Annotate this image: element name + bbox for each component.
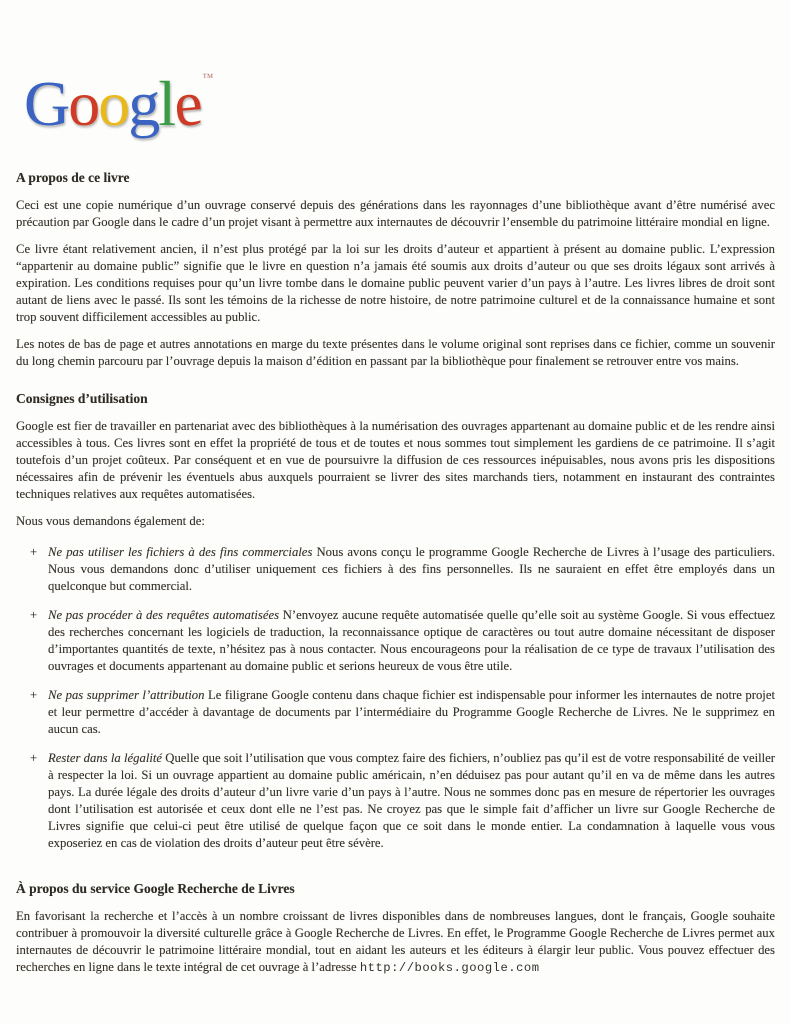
rule-text: Quelle que soit l’utilisation que vous comptez faire des fichiers, n’oubliez pas qu’il est de votre responsabilité de veiller à respecter la loi. Si un ouvrage appartient au domaine public américain, n’en déduisez pas pour autant qu’il en va de même dans les autres pays. La durée légale des droits d’auteur d’un livre varie d’un pays à l’autre. Nous ne sommes donc pas en mesure de répertorier les ouvrages dont l’utilisation est autorisée et ceux dont elle ne l’est pas. Ne croyez pas que le simple fait d’afficher un livre sur Google Recherche de Livres signifie que celui-ci peut être utilisé de quelque façon que ce soit dans le monde entier. La condamnation à laquelle vous vous exposeriez en cas de violation des droits d’auteur peut être sévère. — [48, 751, 776, 850]
rule-item-commercial-use — [30, 544, 775, 595]
logo-letter-2: o — [98, 68, 129, 139]
rule-lead: Ne pas procéder à des requêtes automatisées — [48, 608, 280, 622]
rule-lead: Ne pas supprimer l’attribution — [48, 688, 205, 702]
guidelines-heading: Consignes d’utilisation — [16, 391, 148, 406]
service-text: En favorisant la recherche et l’accès à un nombre croissant de livres disponibles dans de nombreuses langues, dont le français, Google souhaite contribuer à promouvoir la diversité culturelle grâce à Google Recherche de Livres. En effet, le Programme Google Recherche de Livres permet aux internautes de découvrir le patrimoine littéraire mondial, tout en aidant les auteurs et les éditeurs à élargir leur public. Vous pouvez effectuer des recherches en ligne dans le texte intégral de cet ouvrage à l’adresse — [16, 909, 775, 974]
plus-bullet-icon: + — [30, 751, 38, 765]
section-about — [16, 170, 775, 370]
page-content — [16, 170, 775, 977]
logo-letter-1: o — [68, 68, 99, 139]
service-paragraph — [16, 908, 775, 977]
logo-letter-4: l — [158, 68, 174, 139]
rules-list — [30, 544, 775, 852]
rule-lead: Rester dans la légalité — [48, 751, 163, 765]
about-paragraph-1: Ceci est une copie numérique d’un ouvrage conservé depuis des générations dans les rayonnages d’une bibliothèque avant d’être numérisé avec précaution par Google dans le cadre d’un projet visant à permettre aux internautes de découvrir l’ensemble du patrimoine littéraire mondial en ligne. — [16, 198, 775, 229]
service-heading: À propos du service Google Recherche de Livres — [16, 881, 295, 896]
google-logo — [24, 38, 775, 141]
trademark-symbol: ™ — [202, 72, 214, 84]
plus-bullet-icon: + — [30, 545, 38, 559]
about-paragraph-2: Ce livre étant relativement ancien, il n’est plus protégé par la loi sur les droits d’auteur et appartient à présent au domaine public. L’expression “appartenir au domaine public” signifie que le livre en question n’a jamais été soumis aux droits d’auteur ou que ses droits légaux sont arrivés à expiration. Les conditions requises pour qu’un livre tombe dans le domaine public peuvent varier d’un pays à l’autre. Les livres libres de droit sont autant de liens avec le passé. Ils sont les témoins de la richesse de notre histoire, de notre patrimoine culturel et de la connaissance humaine et sont trop souvent difficilement accessibles au public. — [16, 242, 775, 324]
logo-letter-0: G — [24, 68, 69, 139]
rule-item-automated-queries — [30, 607, 775, 675]
plus-bullet-icon: + — [30, 608, 38, 622]
logo-letter-5: e — [170, 66, 204, 141]
rule-item-legality — [30, 750, 775, 852]
rule-item-attribution — [30, 687, 775, 738]
about-paragraph-3: Les notes de bas de page et autres annotations en marge du texte présentes dans le volume original sont reprises dans ce fichier, comme un souvenir du long chemin parcouru par l’ouvrage depuis la maison d’édition en passant par la bibliothèque pour finalement se retrouver entre vos mains. — [16, 337, 775, 368]
spacer — [16, 873, 775, 881]
logo-letter-3: g — [128, 68, 159, 139]
about-heading: A propos de ce livre — [16, 170, 130, 185]
guidelines-paragraph: Google est fier de travailler en partenariat avec des bibliothèques à la numérisation des ouvrages appartenant au domaine public et de les rendre ainsi accessibles à tous. Ces livres sont en effet la propriété de tous et de toutes et nous sommes tout simplement les gardiens de ce patrimoine. Il s’agit toutefois d’un projet coûteux. Par conséquent et en vue de poursuivre la diffusion de ces ressources inépuisables, nous avons pris les dispositions nécessaires afin de prévenir les éventuels abus auxquels pourraient se livrer des sites marchands tiers, notamment en instaurant des contraintes techniques relatives aux requêtes automatisées. — [16, 419, 775, 501]
section-book-search-service — [16, 881, 775, 977]
guidelines-intro: Nous vous demandons également de: — [16, 514, 205, 528]
rule-text: Le filigrane Google contenu dans chaque fichier est indispensable pour informer les internautes de notre projet et leur permettre d’accéder à davantage de documents par l’intermédiaire du Programme Google Recherche de Livres. Ne le supprimez en aucun cas. — [48, 688, 775, 736]
rule-text: N’envoyez aucune requête automatisée quelle qu’elle soit au système Google. Si vous effectuez des recherches concernant les logiciels de traduction, la reconnaissance optique de caractères ou tout autre domaine nécessitant de disposer d’importantes quantités de texte, n’hésitez pas à nous contacter. Nous encourageons pour la réalisation de ce type de travaux l’utilisation des ouvrages et documents appartenant au domaine public et serions heureux de vous être utile. — [48, 608, 775, 673]
rule-text: Nous avons conçu le programme Google Recherche de Livres à l’usage des particuliers. Nous vous demandons donc d’utiliser uniquement ces fichiers à des fins personnelles. Ils ne sauraient en effet être employés dans un quelconque but commercial. — [48, 545, 775, 593]
section-usage-guidelines — [16, 391, 775, 852]
plus-bullet-icon: + — [30, 688, 38, 702]
books-google-url: http://books.google.com — [359, 961, 540, 975]
rule-lead: Ne pas utiliser les fichiers à des fins commerciales — [48, 545, 313, 559]
